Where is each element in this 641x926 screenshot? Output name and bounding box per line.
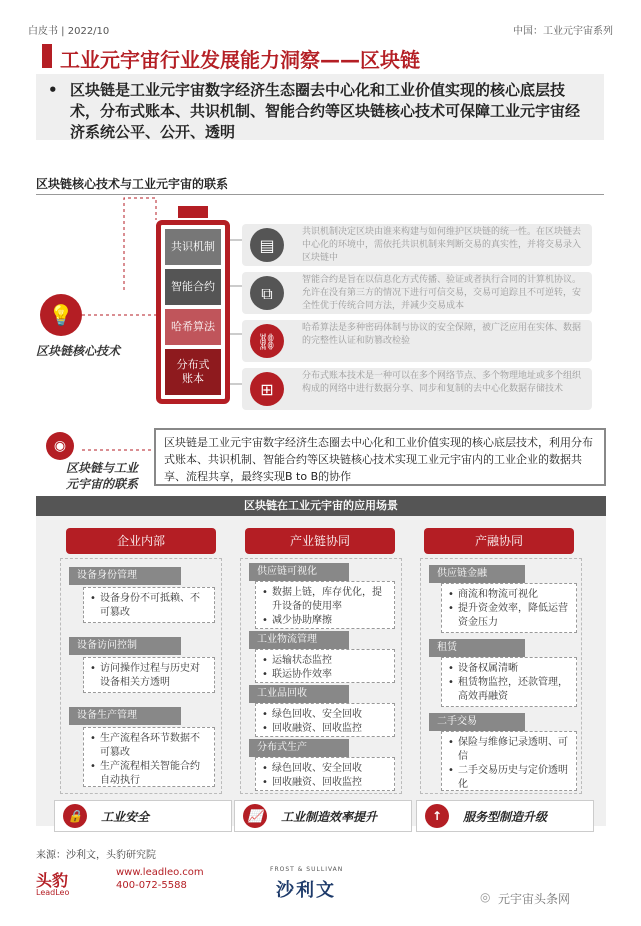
tech-desc: 智能合约是旨在以信息化方式传播、验证或者执行合同的计算机协议。允许在没有第三方的情况下进行可信交易，交易可追踪且不可逆转，安全性优于传统合同方法，并减少交易成本 bbox=[302, 275, 582, 311]
source-note: 来源：沙利文，头豹研究院 bbox=[36, 850, 156, 861]
frost-sullivan-label: FROST & SULLIVAN bbox=[270, 866, 344, 873]
list-item: • 保险与维修记录透明、可信 bbox=[448, 736, 570, 764]
outcome-efficiency bbox=[234, 800, 412, 832]
lightbulb-icon: 💡 bbox=[40, 294, 82, 336]
battery-cell-consensus: 共识机制 bbox=[165, 229, 221, 265]
outcome-label: 工业制造效率提升 bbox=[281, 809, 378, 824]
planet-icon: ◉ bbox=[46, 432, 74, 460]
header-date: 白皮书 | 2022/10 bbox=[28, 26, 110, 37]
scene-title-bar: 区块链在工业元宇宙的应用场景 bbox=[36, 496, 606, 516]
website-link[interactable]: www.leadleo.com bbox=[116, 867, 204, 878]
phone-number: 400-072-5588 bbox=[116, 880, 187, 891]
list-item: • 租赁物监控，还款管理，高效再融资 bbox=[448, 676, 570, 704]
outcome-service-upgrade bbox=[416, 800, 594, 832]
outcome-label: 工业安全 bbox=[101, 809, 150, 824]
tech-desc: 分布式账本技术是一种可以在多个网络节点、多个物理地址或多个组织构成的网络中进行数据分享、同步和复制的去中心化数据存储技术 bbox=[302, 371, 582, 394]
group-tag: 二手交易 bbox=[429, 713, 525, 731]
document-icon: ▤ bbox=[250, 228, 284, 262]
group-tag: 分布式生产 bbox=[249, 739, 349, 757]
list-item: • 访问操作过程与历史对设备相关方透明 bbox=[90, 662, 208, 690]
outcome-industrial-security bbox=[54, 800, 232, 832]
group-items bbox=[83, 657, 215, 693]
network-icon: ⊞ bbox=[250, 372, 284, 406]
contract-icon: ⧉ bbox=[250, 276, 284, 310]
group-items bbox=[441, 583, 577, 633]
list-item: • 提升资金效率，降低运营资金压力 bbox=[448, 602, 570, 630]
group-items bbox=[441, 657, 577, 707]
group-tag: 租赁 bbox=[429, 639, 525, 657]
group-tag: 供应链金融 bbox=[429, 565, 525, 583]
growth-chart-icon: 📈 bbox=[243, 804, 267, 828]
list-item: • 回收融资、回收监控 bbox=[262, 776, 388, 790]
upgrade-arrow-icon: ↑ bbox=[425, 804, 449, 828]
bullet-dot: • bbox=[48, 81, 58, 99]
list-item: • 设备权属清晰 bbox=[448, 662, 570, 676]
relation-box: 区块链是工业元宇宙数字经济生态圈去中心化和工业价值实现的核心底层技术，利用分布式账本、共识机制、智能合约等区块链核心技术实现工业元宇宙内的工业企业的数据共享、流程共享，最终实现B to B的协作 bbox=[154, 428, 606, 486]
link-label-line: 区块链与工业 bbox=[66, 461, 139, 475]
outcome-label: 服务型制造升级 bbox=[463, 809, 548, 824]
tech-row-hash bbox=[242, 320, 592, 362]
core-tech-label: 区块链核心技术 bbox=[36, 344, 121, 358]
link-icon: ⛓ bbox=[250, 324, 284, 358]
group-items bbox=[441, 731, 577, 791]
battery-cell-ledger: 分布式 账本 bbox=[165, 349, 221, 395]
group-tag: 工业品回收 bbox=[249, 685, 349, 703]
header-series: 中国：工业元宇宙系列 bbox=[513, 26, 613, 37]
list-item: • 生产流程各环节数据不可篡改 bbox=[90, 732, 208, 760]
group-items bbox=[255, 703, 395, 737]
tech-desc: 哈希算法是多种密码体制与协议的安全保障，被广泛应用在实体、数据的完整性认证和防篡改检验 bbox=[302, 323, 582, 346]
column-finance bbox=[420, 558, 582, 794]
tech-row-smart-contract bbox=[242, 272, 592, 314]
page-title: 工业元宇宙行业发展能力洞察——区块链 bbox=[60, 48, 420, 72]
group-tag: 设备访问控制 bbox=[69, 637, 181, 655]
list-item: • 回收融资、回收监控 bbox=[262, 722, 388, 736]
group-items bbox=[255, 757, 395, 791]
group-items bbox=[255, 581, 395, 629]
column-head-finance: 产融协同 bbox=[424, 528, 574, 554]
contact-info bbox=[116, 866, 204, 892]
list-item: • 绿色回收、安全回收 bbox=[262, 762, 388, 776]
group-items bbox=[83, 587, 215, 623]
list-item: • 生产流程相关智能合约自动执行 bbox=[90, 760, 208, 788]
list-item: • 绿色回收、安全回收 bbox=[262, 708, 388, 722]
battery-cell-hash: 哈希算法 bbox=[165, 309, 221, 345]
group-tag: 设备生产管理 bbox=[69, 707, 181, 725]
section-title: 区块链核心技术与工业元宇宙的联系 bbox=[36, 177, 229, 191]
list-item: • 二手交易历史与定价透明化 bbox=[448, 764, 570, 792]
list-item: • 减少协助摩擦 bbox=[262, 614, 388, 628]
list-item: • 设备身份不可抵赖、不可篡改 bbox=[90, 592, 208, 620]
group-tag: 工业物流管理 bbox=[249, 631, 349, 649]
column-head-enterprise: 企业内部 bbox=[66, 528, 216, 554]
list-item: • 运输状态监控 bbox=[262, 654, 388, 668]
battery-cap bbox=[178, 206, 208, 218]
list-item: • 联运协作效率 bbox=[262, 668, 388, 682]
column-industry-chain bbox=[240, 558, 402, 794]
watermark: 元宇宙头条网 bbox=[498, 892, 571, 906]
group-tag: 设备身份管理 bbox=[69, 567, 181, 585]
leadleo-logo: 头豹 bbox=[36, 871, 69, 890]
tech-row-consensus bbox=[242, 224, 592, 266]
tech-desc: 共识机制决定区块由谁来构建与如何维护区块链的统一性。在区块链去中心化的环境中，需依托共识机制来判断交易的真实性，并将交易录入区块链中 bbox=[302, 227, 582, 263]
tech-row-ledger bbox=[242, 368, 592, 410]
column-head-industry-chain: 产业链协同 bbox=[245, 528, 395, 554]
leadleo-logo-sub: LeadLeo bbox=[36, 888, 70, 897]
list-item: • 商流和物流可视化 bbox=[448, 588, 570, 602]
sullivan-logo: 沙利文 bbox=[276, 880, 336, 901]
battery-cell-smart-contract: 智能合约 bbox=[165, 269, 221, 305]
battery-graphic bbox=[156, 220, 230, 404]
column-enterprise bbox=[60, 558, 222, 794]
wechat-icon: ◎ bbox=[480, 890, 491, 904]
link-label bbox=[66, 460, 138, 492]
group-tag: 供应链可视化 bbox=[249, 563, 349, 581]
summary-text: 区块链是工业元宇宙数字经济生态圈去中心化和工业价值实现的核心底层技术，分布式账本、共识机制、智能合约等区块链核心技术可保障工业元宇宙经济系统公平、公开、透明 bbox=[70, 81, 581, 141]
lock-icon: 🔒 bbox=[63, 804, 87, 828]
list-item: • 数据上链，库存优化，提升设备的使用率 bbox=[262, 586, 388, 614]
group-items bbox=[83, 727, 215, 787]
group-items bbox=[255, 649, 395, 683]
link-label-line: 元宇宙的联系 bbox=[66, 477, 139, 491]
